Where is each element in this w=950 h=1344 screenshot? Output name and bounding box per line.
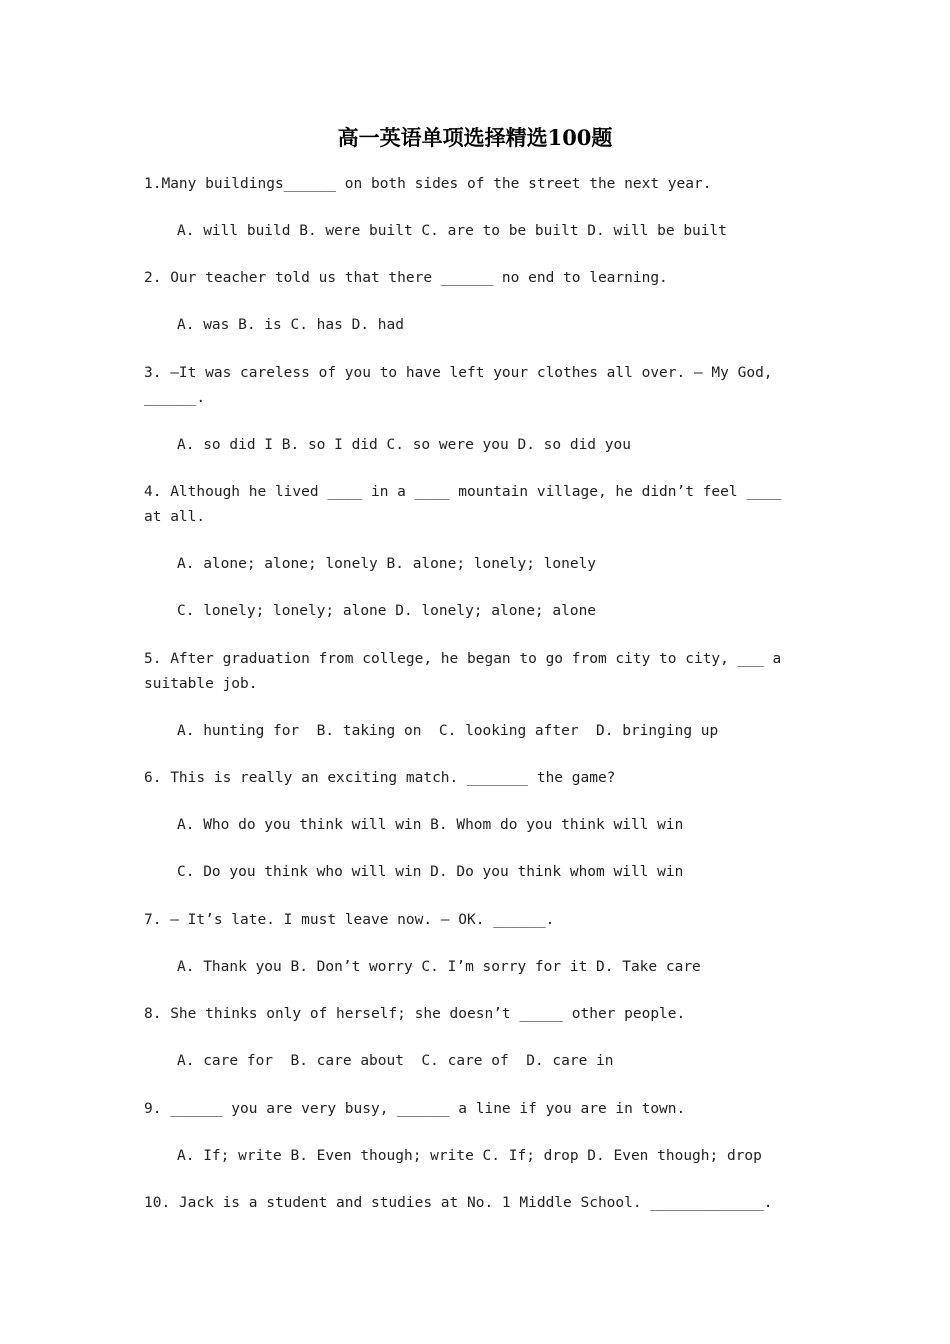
question-5-stem: 5. After graduation from college, he began to go from city to city, ___ a suitable job. [144, 651, 791, 692]
question-4-options-1: A. alone; alone; lonely B. alone; lonely; lonely [177, 556, 597, 572]
page-title: 高一英语单项选择精选100题 [337, 125, 613, 150]
question-10-stem: 10. Jack is a student and studies at No. 1 Middle School. _____________. [144, 1195, 773, 1211]
question-6-options-2: C. Do you think who will win D. Do you think whom will win [177, 864, 684, 880]
question-2-options: A. was B. is C. has D. had [177, 317, 404, 333]
question-1-options: A. will build B. were built C. are to be built D. will be built [177, 223, 727, 239]
question-6-options-1: A. Who do you think will win B. Whom do you think will win [177, 817, 684, 833]
question-3-options: A. so did I B. so I did C. so were you D. so did you [177, 437, 631, 453]
question-3-stem: 3. —It was careless of you to have left your clothes all over. — My God, ______. [144, 365, 782, 406]
question-4-options-2: C. lonely; lonely; alone D. lonely; alone; alone [177, 603, 597, 619]
question-8-stem: 8. She thinks only of herself; she doesn’t _____ other people. [144, 1006, 686, 1022]
question-2-stem: 2. Our teacher told us that there ______ no end to learning. [144, 270, 668, 286]
question-8-options: A. care for B. care about C. care of D. care in [177, 1053, 614, 1069]
question-9-stem: 9. ______ you are very busy, ______ a line if you are in town. [144, 1101, 686, 1117]
question-1-stem: 1.Many buildings______ on both sides of the street the next year. [144, 176, 712, 192]
question-7-stem: 7. — It’s late. I must leave now. — OK. ______. [144, 912, 555, 928]
question-6-stem: 6. This is really an exciting match. _______ the game? [144, 770, 616, 786]
question-5-options: A. hunting for B. taking on C. looking after D. bringing up [177, 723, 719, 739]
question-9-options: A. If; write B. Even though; write C. If; drop D. Even though; drop [177, 1148, 762, 1164]
question-4-stem: 4. Although he lived ____ in a ____ mountain village, he didn’t feel ____ at all. [144, 484, 791, 525]
question-7-options: A. Thank you B. Don’t worry C. I’m sorry for it D. Take care [177, 959, 701, 975]
